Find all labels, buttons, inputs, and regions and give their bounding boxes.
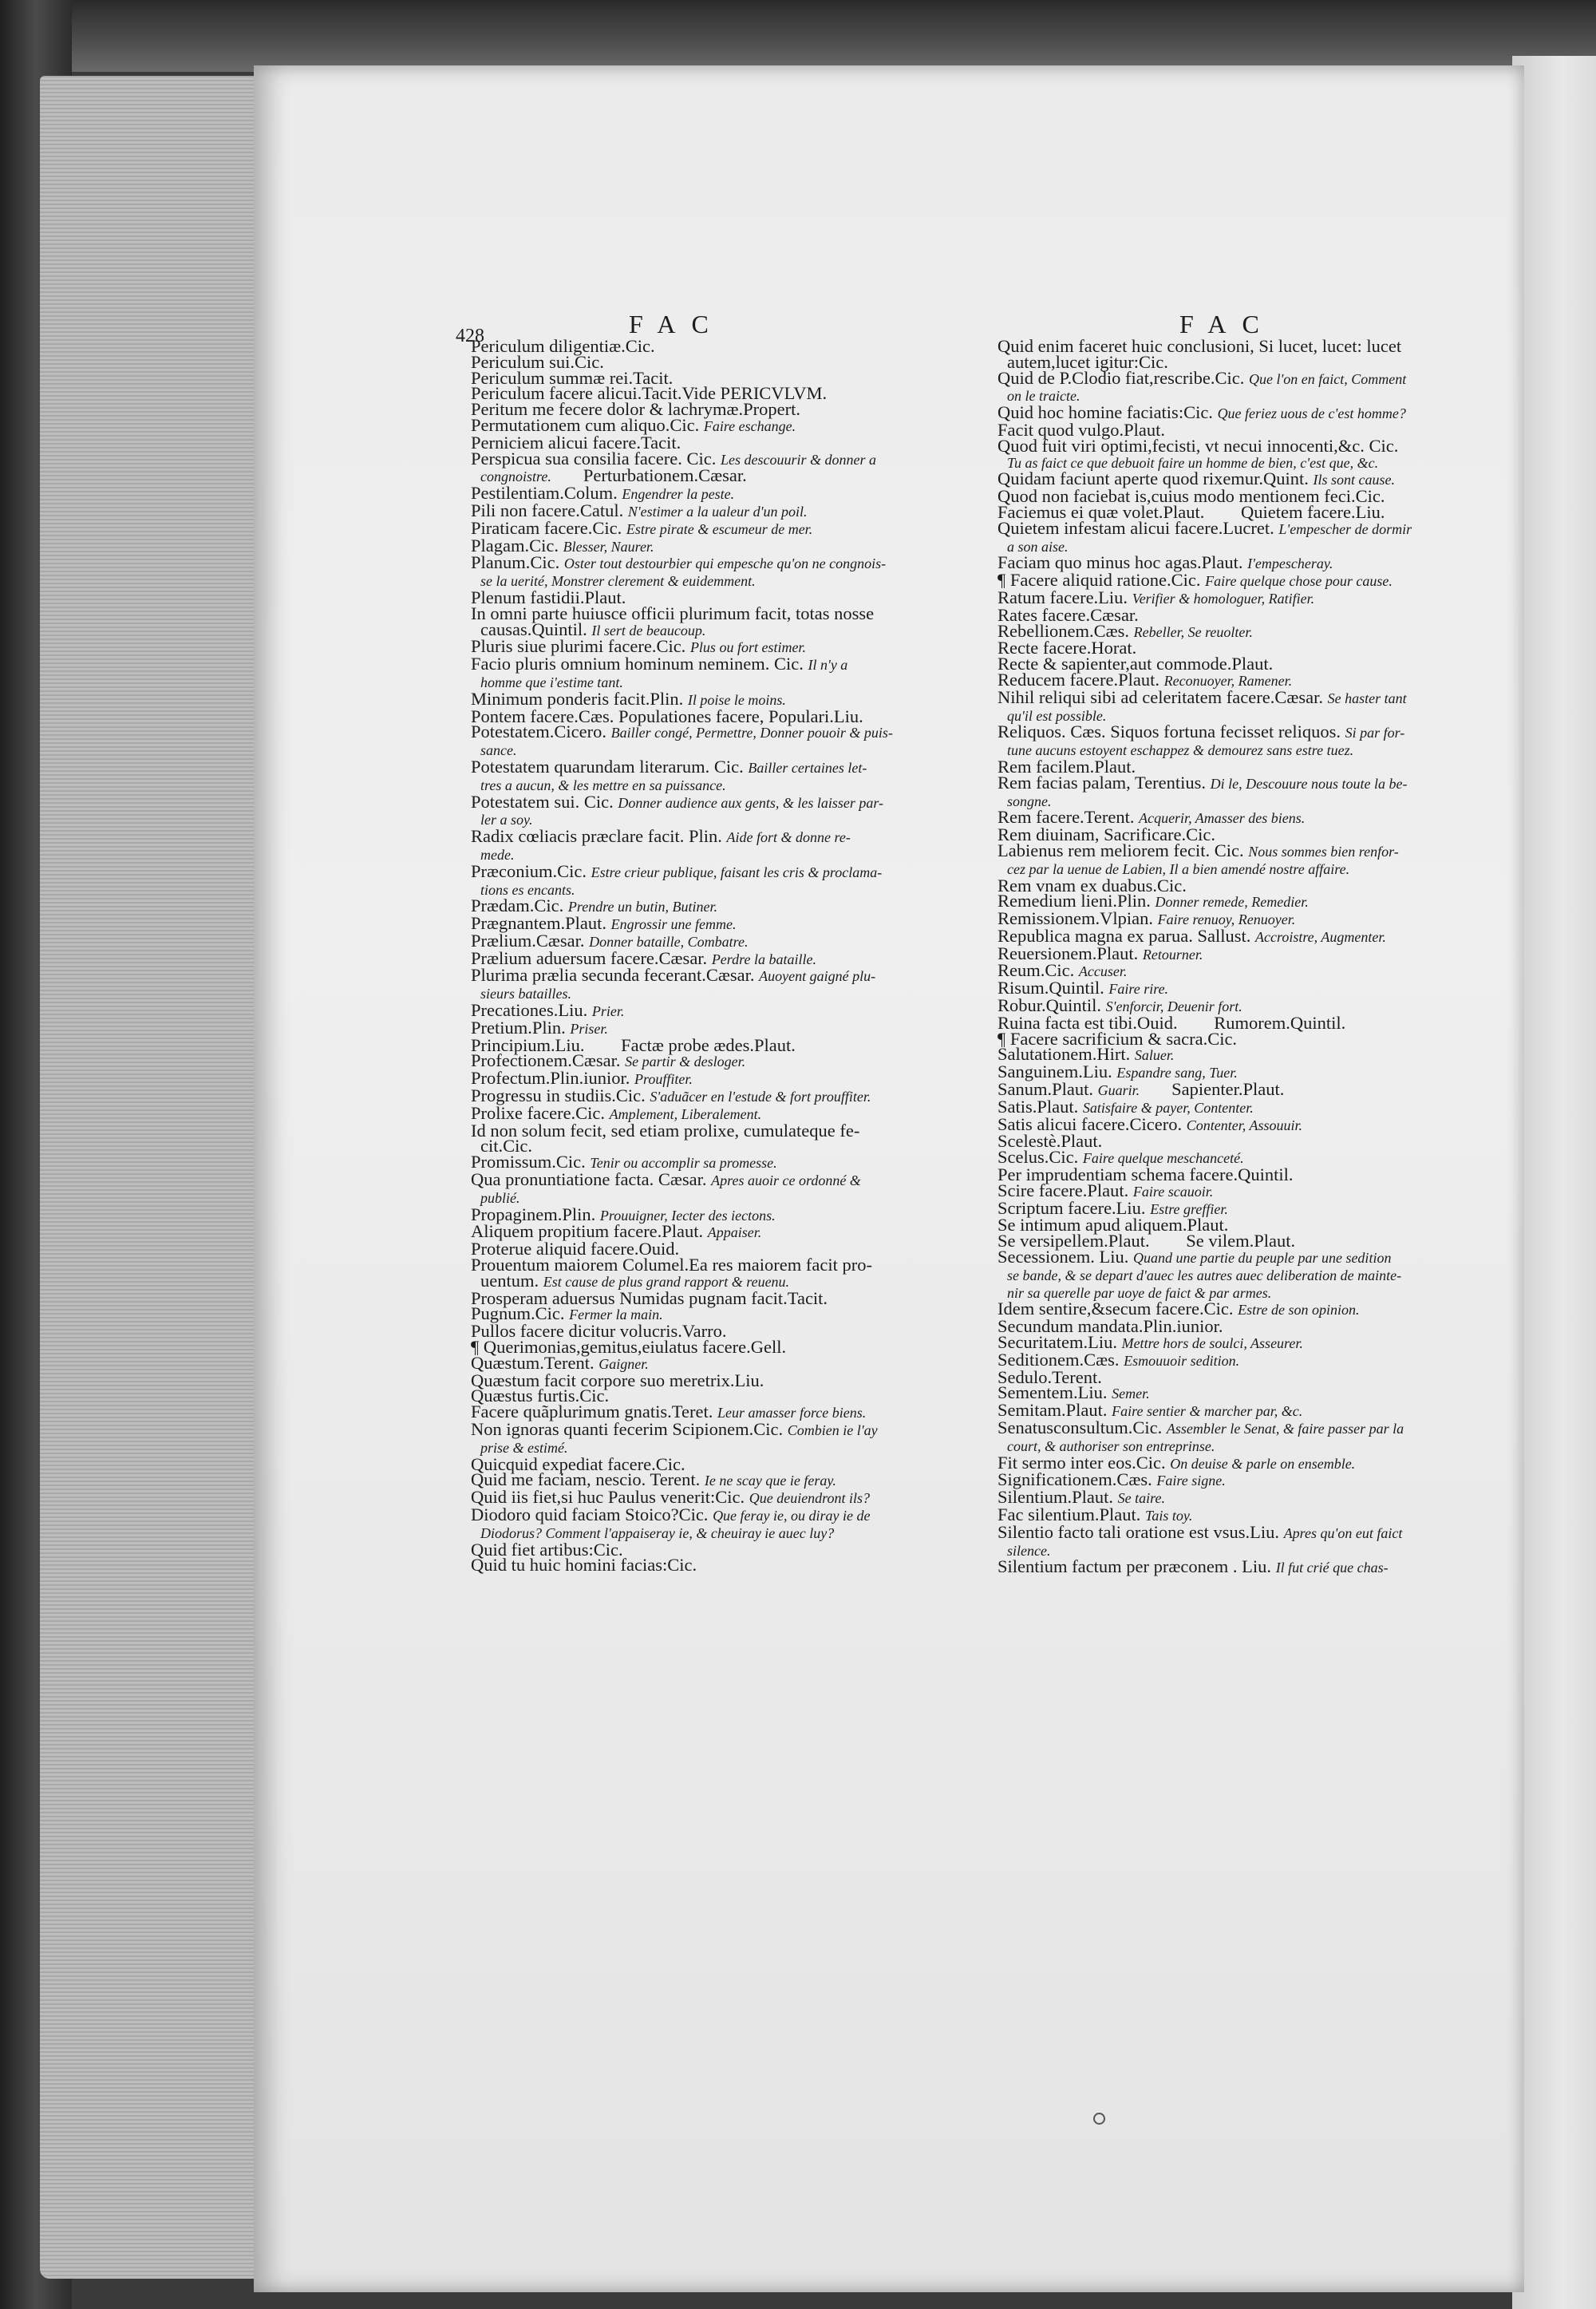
running-head-right: FAC: [1179, 310, 1275, 338]
latin-text: Principium.Liu.: [471, 1034, 590, 1055]
dictionary-entry: [998, 517, 1468, 538]
french-gloss: Blesser, Naurer.: [563, 538, 654, 555]
latin-text: Rates facere.Cæsar.: [998, 604, 1139, 625]
latin-text: Reducem facere.Plaut.: [998, 669, 1164, 690]
latin-text: Quæstum facit corpore suo meretrix.Liu.: [471, 1370, 764, 1390]
french-gloss: Amplement, Liberalement.: [609, 1105, 762, 1122]
latin-text: Remedium lieni.Plin.: [998, 891, 1156, 911]
french-gloss: Tenir ou accomplir sa promesse.: [590, 1155, 777, 1172]
french-gloss: Auoyent gaigné plu-: [759, 968, 876, 985]
latin-text: Plurima prælia secunda fecerant.Cæsar.: [471, 965, 760, 986]
french-gloss: tune aucuns estoyent eschappez & demourez sans estre tuez.: [1007, 742, 1354, 759]
latin-text: cit.Cic.: [480, 1136, 532, 1156]
latin-text: Secundum mandata.Plin.iunior.: [998, 1316, 1223, 1337]
french-gloss: Acquerir, Amasser des biens.: [1139, 810, 1306, 827]
latin-text: Faciemus ei quæ volet.Plaut.: [998, 501, 1209, 522]
dictionary-entry: [998, 686, 1468, 707]
french-gloss: Guarir.: [1097, 1082, 1140, 1099]
dictionary-entry: [471, 1120, 942, 1141]
french-gloss: homme que i'estime tant.: [480, 674, 623, 690]
latin-text: Aliquem propitium facere.Plaut.: [471, 1221, 708, 1242]
latin-text: Idem sentire,&secum facere.Cic.: [998, 1299, 1238, 1319]
french-gloss: Fermer la main.: [569, 1307, 663, 1323]
french-gloss: Faire rire.: [1108, 981, 1169, 998]
french-gloss: qu'il est possible.: [1007, 707, 1107, 724]
latin-text: Prælium.Cæsar.: [471, 930, 590, 951]
latin-text: Nihil reliqui sibi ad celeritatem facere.Cæsar.: [998, 686, 1328, 707]
latin-text: Satis.Plaut.: [998, 1096, 1083, 1117]
latin-text: uentum.: [480, 1270, 543, 1291]
latin-text: Periculum sui.Cic.: [471, 351, 604, 372]
latin-text: Salutationem.Hirt.: [998, 1044, 1135, 1065]
french-gloss: Faire eschange.: [703, 417, 796, 434]
facing-page: [1512, 56, 1596, 2309]
latin-text: Profectum.Plin.iunior.: [471, 1068, 634, 1089]
dictionary-entry: [471, 1169, 942, 1190]
french-gloss: Engrossir une femme.: [610, 916, 737, 933]
latin-text: Qua pronuntiatione facta. Cæsar.: [471, 1169, 712, 1190]
french-gloss: Plus ou fort estimer.: [689, 639, 806, 656]
dictionary-entry: [471, 828, 942, 846]
latin-text: Risum.Quintil.: [998, 978, 1109, 998]
french-gloss: mede.: [480, 846, 515, 863]
latin-text: Secessionem. Liu.: [998, 1247, 1133, 1267]
french-gloss: S'aduãcer en l'estude & fort prouffiter.: [650, 1089, 871, 1105]
french-gloss: Quand une partie du peuple par une sedition: [1132, 1250, 1392, 1267]
french-gloss: Bailler congé, Permettre, Donner pouoir & puis-: [610, 725, 893, 741]
latin-text: Pestilentiam.Colum.: [471, 483, 622, 504]
french-gloss: Se taire.: [1117, 1490, 1165, 1507]
french-gloss: prise & estimé.: [480, 1439, 568, 1456]
french-gloss: Faire sentier & marcher par, &c.: [1112, 1403, 1303, 1420]
latin-text: Plagam.Cic.: [471, 535, 563, 556]
latin-text: Permutationem cum aliquo.Cic.: [471, 414, 704, 435]
page-number: 428: [456, 326, 484, 346]
latin-text: Recte facere.Horat.: [998, 638, 1137, 658]
french-gloss: Que deuiendront ils?: [749, 1490, 871, 1507]
dictionary-entry: [998, 1249, 1468, 1267]
latin-text: causas.Quintil.: [480, 619, 592, 639]
dictionary-entry: [471, 791, 942, 812]
latin-text: Scire facere.Plaut.: [998, 1180, 1133, 1200]
latin-text: Securitatem.Liu.: [998, 1332, 1122, 1353]
latin-text-secondary: Factæ probe ædes.Plaut.: [621, 1034, 796, 1055]
french-gloss: Engendrer la peste.: [622, 486, 735, 503]
french-gloss: Nous sommes bien renfor-: [1248, 843, 1399, 860]
latin-text: ¶ Facere aliquid ratione.Cic.: [998, 570, 1206, 591]
dictionary-entry: [471, 656, 942, 674]
latin-text: Precationes.Liu.: [471, 1000, 592, 1021]
background-top: [0, 0, 1596, 72]
dictionary-entry: [998, 772, 1468, 793]
latin-text: Potestatem sui. Cic.: [471, 791, 618, 812]
latin-text: autem,lucet igitur:Cic.: [1007, 351, 1168, 372]
french-gloss: se bande, & se depart d'auec les autres auec deliberation de mainte-: [1007, 1267, 1402, 1283]
french-gloss: on le traicte.: [1007, 388, 1080, 405]
latin-text: Fit sermo inter eos.Cic.: [998, 1452, 1171, 1473]
latin-text: Radix cœliacis præclare facit. Plin.: [471, 826, 727, 847]
french-gloss: N'estimer a la ualeur d'un poil.: [627, 503, 808, 520]
french-gloss: Faire renuoy, Renuoyer.: [1157, 911, 1296, 928]
french-gloss: Donner audience aux gents, & les laisser par-: [618, 794, 883, 811]
dictionary-entry: [998, 724, 1468, 741]
french-gloss: publié.: [480, 1189, 520, 1206]
latin-text: Pluris siue plurimi facere.Cic.: [471, 636, 690, 657]
french-gloss: Gaigner.: [598, 1355, 649, 1372]
french-gloss: Il poise le moins.: [687, 691, 786, 708]
french-gloss: se la uerité, Monstrer clerement & euidemment.: [480, 573, 756, 590]
french-gloss: Espandre sang, Tuer.: [1116, 1065, 1238, 1081]
french-gloss: Estre greffier.: [1150, 1200, 1228, 1217]
french-gloss: Si par for-: [1345, 725, 1405, 741]
latin-text: Ruina facta est tibi.Ouid.: [998, 1012, 1183, 1033]
latin-text: Plenum fastidii.Plaut.: [471, 587, 626, 607]
french-gloss: silence.: [1007, 1542, 1051, 1559]
french-gloss: Tu as faict ce que debuoit faire un homme de bien, c'est que, &c.: [1007, 454, 1379, 471]
latin-text: Rebellionem.Cæs.: [998, 620, 1134, 641]
latin-text: Pugnum.Cic.: [471, 1303, 570, 1324]
latin-text: Prosperam aduersus Numidas pugnam facit.Tacit.: [471, 1287, 828, 1308]
french-gloss: I'empescheray.: [1247, 556, 1333, 572]
french-gloss: Que feriez uous de c'est homme?: [1217, 405, 1406, 422]
dictionary-entry: [471, 724, 942, 741]
latin-text: Recte & sapienter,aut commode.Plaut.: [998, 654, 1274, 674]
latin-text: Rem facere.Terent.: [998, 807, 1140, 828]
french-gloss: Prendre un butin, Butiner.: [567, 899, 718, 915]
latin-text: Quid hoc homine faciatis:Cic.: [998, 402, 1218, 423]
french-gloss: Accuser.: [1078, 963, 1128, 980]
latin-text: Quicquid expediat facere.Cic.: [471, 1453, 685, 1474]
french-gloss: Il n'y a: [808, 657, 848, 674]
french-gloss: Combien ie l'ay: [787, 1422, 878, 1438]
latin-text-secondary: Se vilem.Plaut.: [1186, 1231, 1296, 1251]
latin-text: Fac silentium.Plaut.: [998, 1504, 1145, 1524]
french-gloss: Reconuoyer, Ramener.: [1163, 672, 1293, 689]
latin-text: Satis alicui facere.Cicero.: [998, 1113, 1187, 1134]
latin-text: Faciam quo minus hoc agas.Plaut.: [998, 552, 1248, 573]
french-gloss: Ie ne scay que ie feray.: [704, 1473, 836, 1489]
latin-text: Proterue aliquid facere.Ouid.: [471, 1239, 680, 1259]
page-mark: [1093, 2113, 1105, 2125]
french-gloss: Se haster tant: [1327, 690, 1407, 706]
page-edges: [40, 76, 267, 2279]
french-gloss: ler a soy.: [480, 812, 533, 828]
french-gloss: court, & authoriser son entreprinse.: [1007, 1437, 1215, 1454]
latin-text: Pili non facere.Catul.: [471, 500, 628, 520]
latin-text: Quid me faciam, nescio. Terent.: [471, 1469, 705, 1490]
french-gloss: Faire scauoir.: [1132, 1183, 1214, 1200]
french-gloss: Faire quelque chose pour cause.: [1205, 573, 1393, 590]
latin-text: Piraticam facere.Cic.: [471, 517, 626, 538]
latin-text-secondary: Quietem facere.Liu.: [1240, 501, 1385, 522]
latin-text: Reuersionem.Plaut.: [998, 943, 1143, 963]
french-gloss: songne.: [1007, 793, 1052, 809]
dictionary-entry: [471, 1555, 942, 1576]
french-gloss: Se partir & desloger.: [625, 1054, 746, 1070]
french-gloss: Aide fort & donne re-: [726, 829, 851, 846]
latin-text: Potestatem quarundam literarum. Cic.: [471, 756, 749, 777]
dictionary-entry: [998, 367, 1468, 388]
latin-text: In omni parte huiusce officii plurimum facit, totas nosse: [471, 603, 875, 623]
french-gloss: Faire quelque meschanceté.: [1082, 1150, 1244, 1167]
latin-text: Ratum facere.Liu.: [998, 587, 1132, 607]
dictionary-entry: [471, 756, 942, 777]
latin-text: Progressu in studiis.Cic.: [471, 1085, 650, 1106]
latin-text: Quietem infestam alicui facere.Lucret.: [998, 517, 1279, 538]
latin-text: Quid enim faceret huic conclusioni, Si lucet, lucet: lucet: [998, 336, 1402, 356]
french-gloss: Donner remede, Remedier.: [1155, 894, 1309, 911]
latin-text: Facit quod vulgo.Plaut.: [998, 419, 1165, 440]
latin-text: Reliquos. Cæs. Siquos fortuna fecisset reliquos.: [998, 722, 1345, 742]
latin-text: Periculum diligentiæ.Cic.: [471, 336, 655, 356]
french-gloss: nir sa querelle par uoye de faict & par armes.: [1007, 1284, 1272, 1301]
french-gloss: Saluer.: [1134, 1047, 1175, 1064]
latin-text: Silentium factum per præconem . Liu.: [998, 1556, 1276, 1577]
latin-text: Non ignoras quanti fecerim Scipionem.Cic.: [471, 1419, 788, 1439]
latin-text: Sedulo.Terent.: [998, 1366, 1102, 1387]
latin-text: Prælium aduersum facere.Cæsar.: [471, 947, 712, 968]
latin-text: Significationem.Cæs.: [998, 1469, 1157, 1490]
latin-text: Prouentum maiorem Columel.Ea res maiorem facit pro-: [471, 1255, 872, 1275]
latin-text: Quod non faciebat is,cuius modo mentionem feci.Cic.: [998, 486, 1385, 507]
latin-text: Reum.Cic.: [998, 960, 1079, 981]
latin-text: Rem vnam ex duabus.Cic.: [998, 875, 1187, 896]
french-gloss: Faire signe.: [1156, 1473, 1226, 1489]
french-gloss: Tais toy.: [1145, 1507, 1193, 1524]
latin-text: Scelestè.Plaut.: [998, 1131, 1103, 1152]
latin-text: Sanguinem.Liu.: [998, 1062, 1117, 1082]
french-gloss: Assembler le Senat, & faire passer par la: [1166, 1421, 1404, 1437]
latin-text: Rem facias palam, Terentius.: [998, 772, 1211, 793]
french-gloss: Prouuigner, Iecter des iectons.: [599, 1207, 776, 1224]
latin-text: Periculum facere alicui.Tacit.Vide PERICVLVM.: [471, 383, 828, 404]
latin-text: Scelus.Cic.: [998, 1147, 1083, 1168]
latin-text: Facio pluris omnium hominum neminem. Cic.: [471, 654, 808, 674]
french-gloss: Rebeller, Se reuolter.: [1133, 623, 1253, 640]
french-gloss: Il fut crié que chas-: [1275, 1560, 1389, 1576]
french-gloss: Esmouuoir sedition.: [1124, 1352, 1240, 1369]
latin-text-secondary: Rumorem.Quintil.: [1214, 1012, 1346, 1033]
french-gloss: a son aise.: [1007, 538, 1069, 555]
dictionary-entry: [471, 1421, 942, 1439]
latin-text: Prædam.Cic.: [471, 896, 568, 916]
french-gloss: On deuise & parle on ensemble.: [1170, 1455, 1356, 1472]
latin-text: Rem diuinam, Sacrificare.Cic.: [998, 824, 1216, 845]
latin-text: Id non solum fecit, sed etiam prolixe, cumulateque fe-: [471, 1120, 860, 1141]
french-gloss: congnoistre.: [480, 469, 551, 485]
french-gloss: S'enforcir, Deuenir fort.: [1105, 998, 1242, 1015]
french-gloss: Mettre hors de soulci, Asseurer.: [1121, 1335, 1303, 1352]
latin-text: Minimum ponderis facit.Plin.: [471, 688, 688, 709]
french-gloss: Donner bataille, Combatre.: [589, 933, 749, 950]
french-gloss: cez par la uenue de Labien, Il a bien amendé nostre affaire.: [1007, 860, 1350, 877]
french-gloss: sieurs batailles.: [480, 986, 572, 1002]
french-gloss: Perdre la bataille.: [711, 951, 816, 967]
latin-text: Pretium.Plin.: [471, 1017, 571, 1038]
dictionary-entry: [998, 1521, 1468, 1542]
latin-text: Propaginem.Plin.: [471, 1204, 600, 1224]
latin-text: Semitam.Plaut.: [998, 1400, 1112, 1421]
latin-text: Peritum me fecere dolor & lachrymæ.Propert.: [471, 399, 800, 420]
french-gloss: Retourner.: [1142, 946, 1203, 963]
book-page: [254, 65, 1524, 2292]
french-gloss: sance.: [480, 742, 517, 759]
french-gloss: Di le, Descouure nous toute la be-: [1210, 775, 1408, 792]
french-gloss: Semer.: [1112, 1386, 1150, 1402]
latin-text: Quæstus furtis.Cic.: [471, 1386, 610, 1406]
latin-text: ¶ Querimonias,gemitus,eiulatus facere.Gell.: [471, 1337, 787, 1358]
dictionary-entry: [998, 840, 1468, 860]
french-gloss: Priser.: [570, 1020, 608, 1037]
dictionary-entry: [471, 1504, 942, 1524]
latin-text-secondary: Sapienter.Plaut.: [1171, 1079, 1285, 1100]
latin-text: Quid fiet artibus:Cic.: [471, 1539, 623, 1560]
right-column: [998, 338, 1468, 1576]
french-gloss: Estre pirate & escumeur de mer.: [626, 520, 813, 537]
dictionary-entry: [471, 860, 942, 881]
french-gloss: Que l'on en faict, Comment: [1248, 370, 1407, 387]
dictionary-entry: [471, 967, 942, 985]
french-gloss: Accroistre, Augmenter.: [1255, 928, 1386, 945]
french-gloss: Apres qu'on eut faict: [1283, 1524, 1403, 1541]
french-gloss: Estre de son opinion.: [1238, 1302, 1360, 1319]
latin-text: Quid de P.Clodio fiat,rescribe.Cic.: [998, 367, 1249, 388]
french-gloss: Les descouurir & donner a: [721, 451, 877, 468]
latin-text: Diodoro quid faciam Stoico?Cic.: [471, 1504, 713, 1524]
latin-text: Silentio facto tali oratione est vsus.Liu.: [998, 1521, 1284, 1542]
latin-text: Facere quãplurimum gnatis.Teret.: [471, 1402, 717, 1422]
french-gloss: Estre crieur publique, faisant les cris & proclama-: [591, 864, 883, 880]
dictionary-entry: [471, 552, 942, 573]
latin-text: Potestatem.Cicero.: [471, 722, 611, 742]
latin-text: Prægnantem.Plaut.: [471, 913, 611, 934]
latin-text: Se versipellem.Plaut.: [998, 1231, 1155, 1251]
latin-text: Quid iis fiet,si huc Paulus venerit:Cic.: [471, 1487, 749, 1508]
latin-text: Sementem.Liu.: [998, 1382, 1112, 1403]
latin-text-secondary: Perturbationem.Cæsar.: [583, 465, 747, 486]
french-gloss: Que feray ie, ou diray ie de: [713, 1507, 871, 1524]
latin-text: Quid tu huic homini facias:Cic.: [471, 1555, 697, 1576]
latin-text: Periculum summæ rei.Tacit.: [471, 367, 674, 388]
french-gloss: Diodorus? Comment l'appaiseray ie, & cheuiray ie auec luy?: [480, 1524, 835, 1541]
latin-text: Seditionem.Cæs.: [998, 1349, 1124, 1370]
dictionary-entry: [998, 1267, 1468, 1284]
latin-text: Quæstum.Terent.: [471, 1352, 599, 1373]
french-gloss: Appaiser.: [707, 1224, 762, 1241]
latin-text: Promissum.Cic.: [471, 1152, 591, 1172]
latin-text: Præconium.Cic.: [471, 860, 591, 881]
french-gloss: Bailler certaines let-: [748, 759, 867, 776]
french-gloss: tres a aucun, & les mettre en sa puissance.: [480, 777, 726, 793]
dictionary-entry: [998, 435, 1468, 456]
french-gloss: Il sert de beaucoup.: [591, 622, 706, 639]
dictionary-entry: [998, 1556, 1468, 1577]
french-gloss: Verifier & homologuer, Ratifier.: [1132, 590, 1315, 607]
latin-text: ¶ Facere sacrificium & sacra.Cic.: [998, 1028, 1238, 1049]
latin-text: Prolixe facere.Cic.: [471, 1102, 610, 1123]
latin-text: Silentium.Plaut.: [998, 1487, 1118, 1508]
latin-text: Pullos facere dicitur volucris.Varro.: [471, 1321, 727, 1342]
latin-text: Perniciem alicui facere.Tacit.: [471, 432, 681, 453]
latin-text: Remissionem.Vlpian.: [998, 908, 1158, 929]
dictionary-entry: [998, 1417, 1468, 1437]
left-column: [471, 336, 942, 1576]
running-head-left: FAC: [629, 310, 725, 338]
latin-text: Pontem facere.Cæs. Populationes facere, Populari.Liu.: [471, 706, 863, 726]
latin-text: Senatusconsultum.Cic.: [998, 1417, 1167, 1437]
latin-text: Robur.Quintil.: [998, 995, 1106, 1016]
latin-text: Perspicua sua consilia facere. Cic.: [471, 448, 721, 469]
latin-text: Quod fuit viri optimi,fecisti, vt necui innocenti,&c. Cic.: [998, 435, 1399, 456]
latin-text: Planum.Cic.: [471, 552, 564, 573]
latin-text: Profectionem.Cæsar.: [471, 1050, 626, 1071]
latin-text: Per imprudentiam schema facere.Quintil.: [998, 1164, 1294, 1185]
latin-text: Rem facilem.Plaut.: [998, 756, 1136, 777]
french-gloss: Prouffiter.: [634, 1071, 693, 1088]
latin-text: Republica magna ex parua. Sallust.: [998, 925, 1256, 946]
french-gloss: Contenter, Assouuir.: [1186, 1117, 1302, 1133]
french-gloss: tions es encants.: [480, 881, 575, 898]
french-gloss: Ils sont cause.: [1313, 472, 1396, 488]
latin-text: Se intimum apud aliquem.Plaut.: [998, 1215, 1229, 1236]
french-gloss: L'empescher de dormir: [1278, 520, 1412, 537]
french-gloss: Leur amasser force biens.: [717, 1405, 867, 1421]
french-gloss: Est cause de plus grand rapport & reuenu.: [543, 1273, 790, 1290]
french-gloss: Prier.: [591, 1003, 625, 1020]
latin-text: Scriptum facere.Liu.: [998, 1197, 1151, 1218]
latin-text: Labienus rem meliorem fecit. Cic.: [998, 840, 1249, 860]
latin-text: Sanum.Plaut.: [998, 1079, 1098, 1100]
latin-text: Quidam faciunt aperte quod rixemur.Quint.: [998, 469, 1314, 489]
french-gloss: Apres auoir ce ordonné &: [711, 1172, 861, 1189]
french-gloss: Oster tout destourbier qui empesche qu'on ne congnois-: [563, 556, 887, 572]
french-gloss: Satisfaire & payer, Contenter.: [1082, 1099, 1254, 1116]
